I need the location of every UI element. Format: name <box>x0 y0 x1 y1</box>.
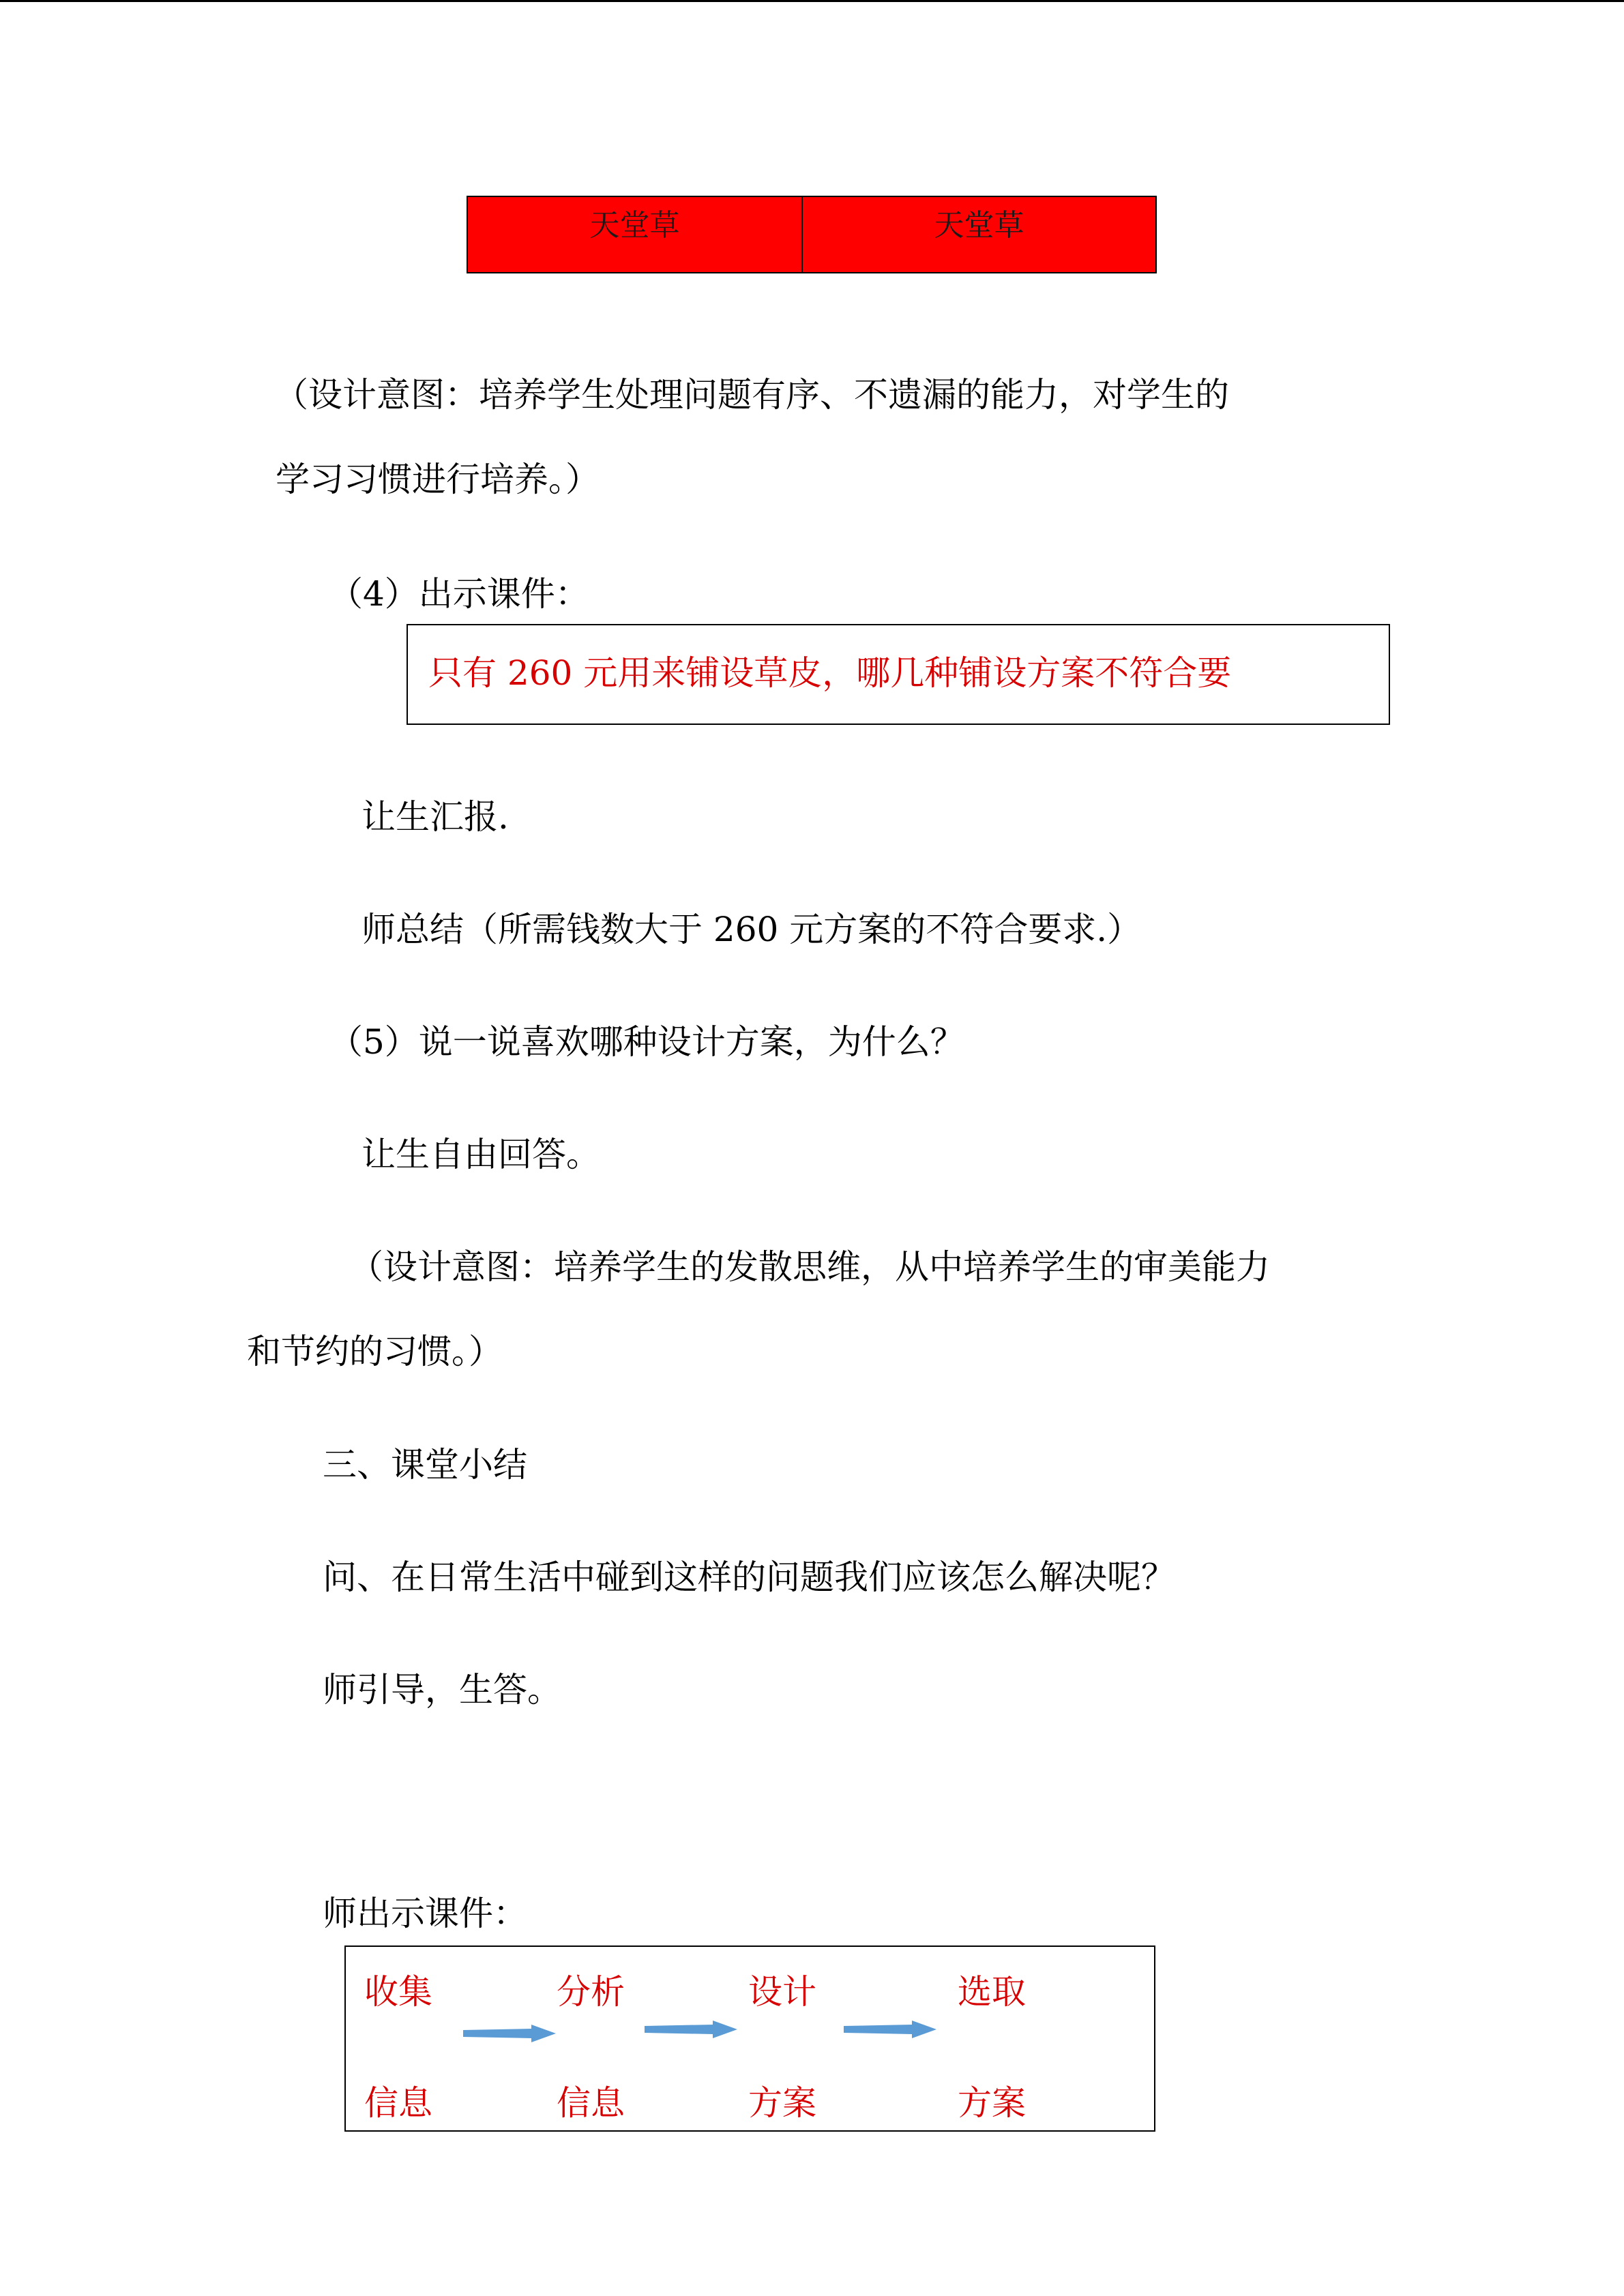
summary-question: 问、在日常生活中碰到这样的问题我们应该怎么解决呢？ <box>323 1557 1175 1597</box>
flow-step-collect <box>364 1971 432 2123</box>
design-intent-paragraph-2: （设计意图：培养学生的发散思维，从中培养学生的审美能力 <box>349 1247 1270 1287</box>
flow-step-label-2: 信息 <box>364 2083 432 2123</box>
flow-step-select <box>958 1971 1026 2123</box>
step-5-question: （5）说一说喜欢哪种设计方案，为什么？ <box>329 1022 964 1062</box>
flow-step-analyze <box>557 1971 625 2123</box>
free-answer-text: 让生自由回答。 <box>361 1135 600 1174</box>
flow-arrow-icon <box>645 2019 737 2040</box>
flow-step-design <box>748 1971 816 2123</box>
design-intent-paragraph-2-cont: 和节约的习惯。） <box>247 1332 503 1371</box>
flow-step-label-2: 方案 <box>958 2083 1026 2123</box>
flow-step-label-1: 收集 <box>364 1972 432 2012</box>
teacher-summary-text: 师总结（所需钱数大于 260 元方案的不符合要求.） <box>361 910 1142 949</box>
grass-table-cell: 天堂草 <box>468 197 803 272</box>
section-3-heading: 三、课堂小结 <box>323 1445 527 1485</box>
flow-step-label-1: 分析 <box>557 1972 625 2012</box>
flow-step-label-1: 选取 <box>958 1972 1026 2012</box>
grass-table <box>467 196 1157 273</box>
student-report-text: 让生汇报. <box>361 797 509 837</box>
flow-arrow-icon <box>844 2019 936 2040</box>
grass-table-cell: 天堂草 <box>934 208 1024 243</box>
courseware-notice-text: 只有 260 元用来铺设草皮，哪几种铺设方案不符合要 <box>428 653 1232 693</box>
courseware-intro-text: 师出示课件： <box>323 1894 527 1933</box>
design-intent-paragraph-1-cont: 学习习惯进行培养。） <box>276 460 600 499</box>
design-intent-paragraph-1: （设计意图：培养学生处理问题有序、不遗漏的能力，对学生的 <box>274 375 1229 415</box>
step-4-heading: （4）出示课件： <box>329 574 589 614</box>
courseware-notice-box <box>407 624 1390 725</box>
page-top-border <box>0 0 1624 2</box>
flow-step-label-2: 方案 <box>748 2083 816 2123</box>
process-flow-box <box>344 1945 1155 2132</box>
flow-step-label-2: 信息 <box>557 2083 625 2123</box>
flow-step-label-1: 设计 <box>748 1972 816 2012</box>
flow-arrow-icon <box>463 2023 556 2044</box>
teacher-guide-text: 师引导，生答。 <box>323 1670 561 1710</box>
